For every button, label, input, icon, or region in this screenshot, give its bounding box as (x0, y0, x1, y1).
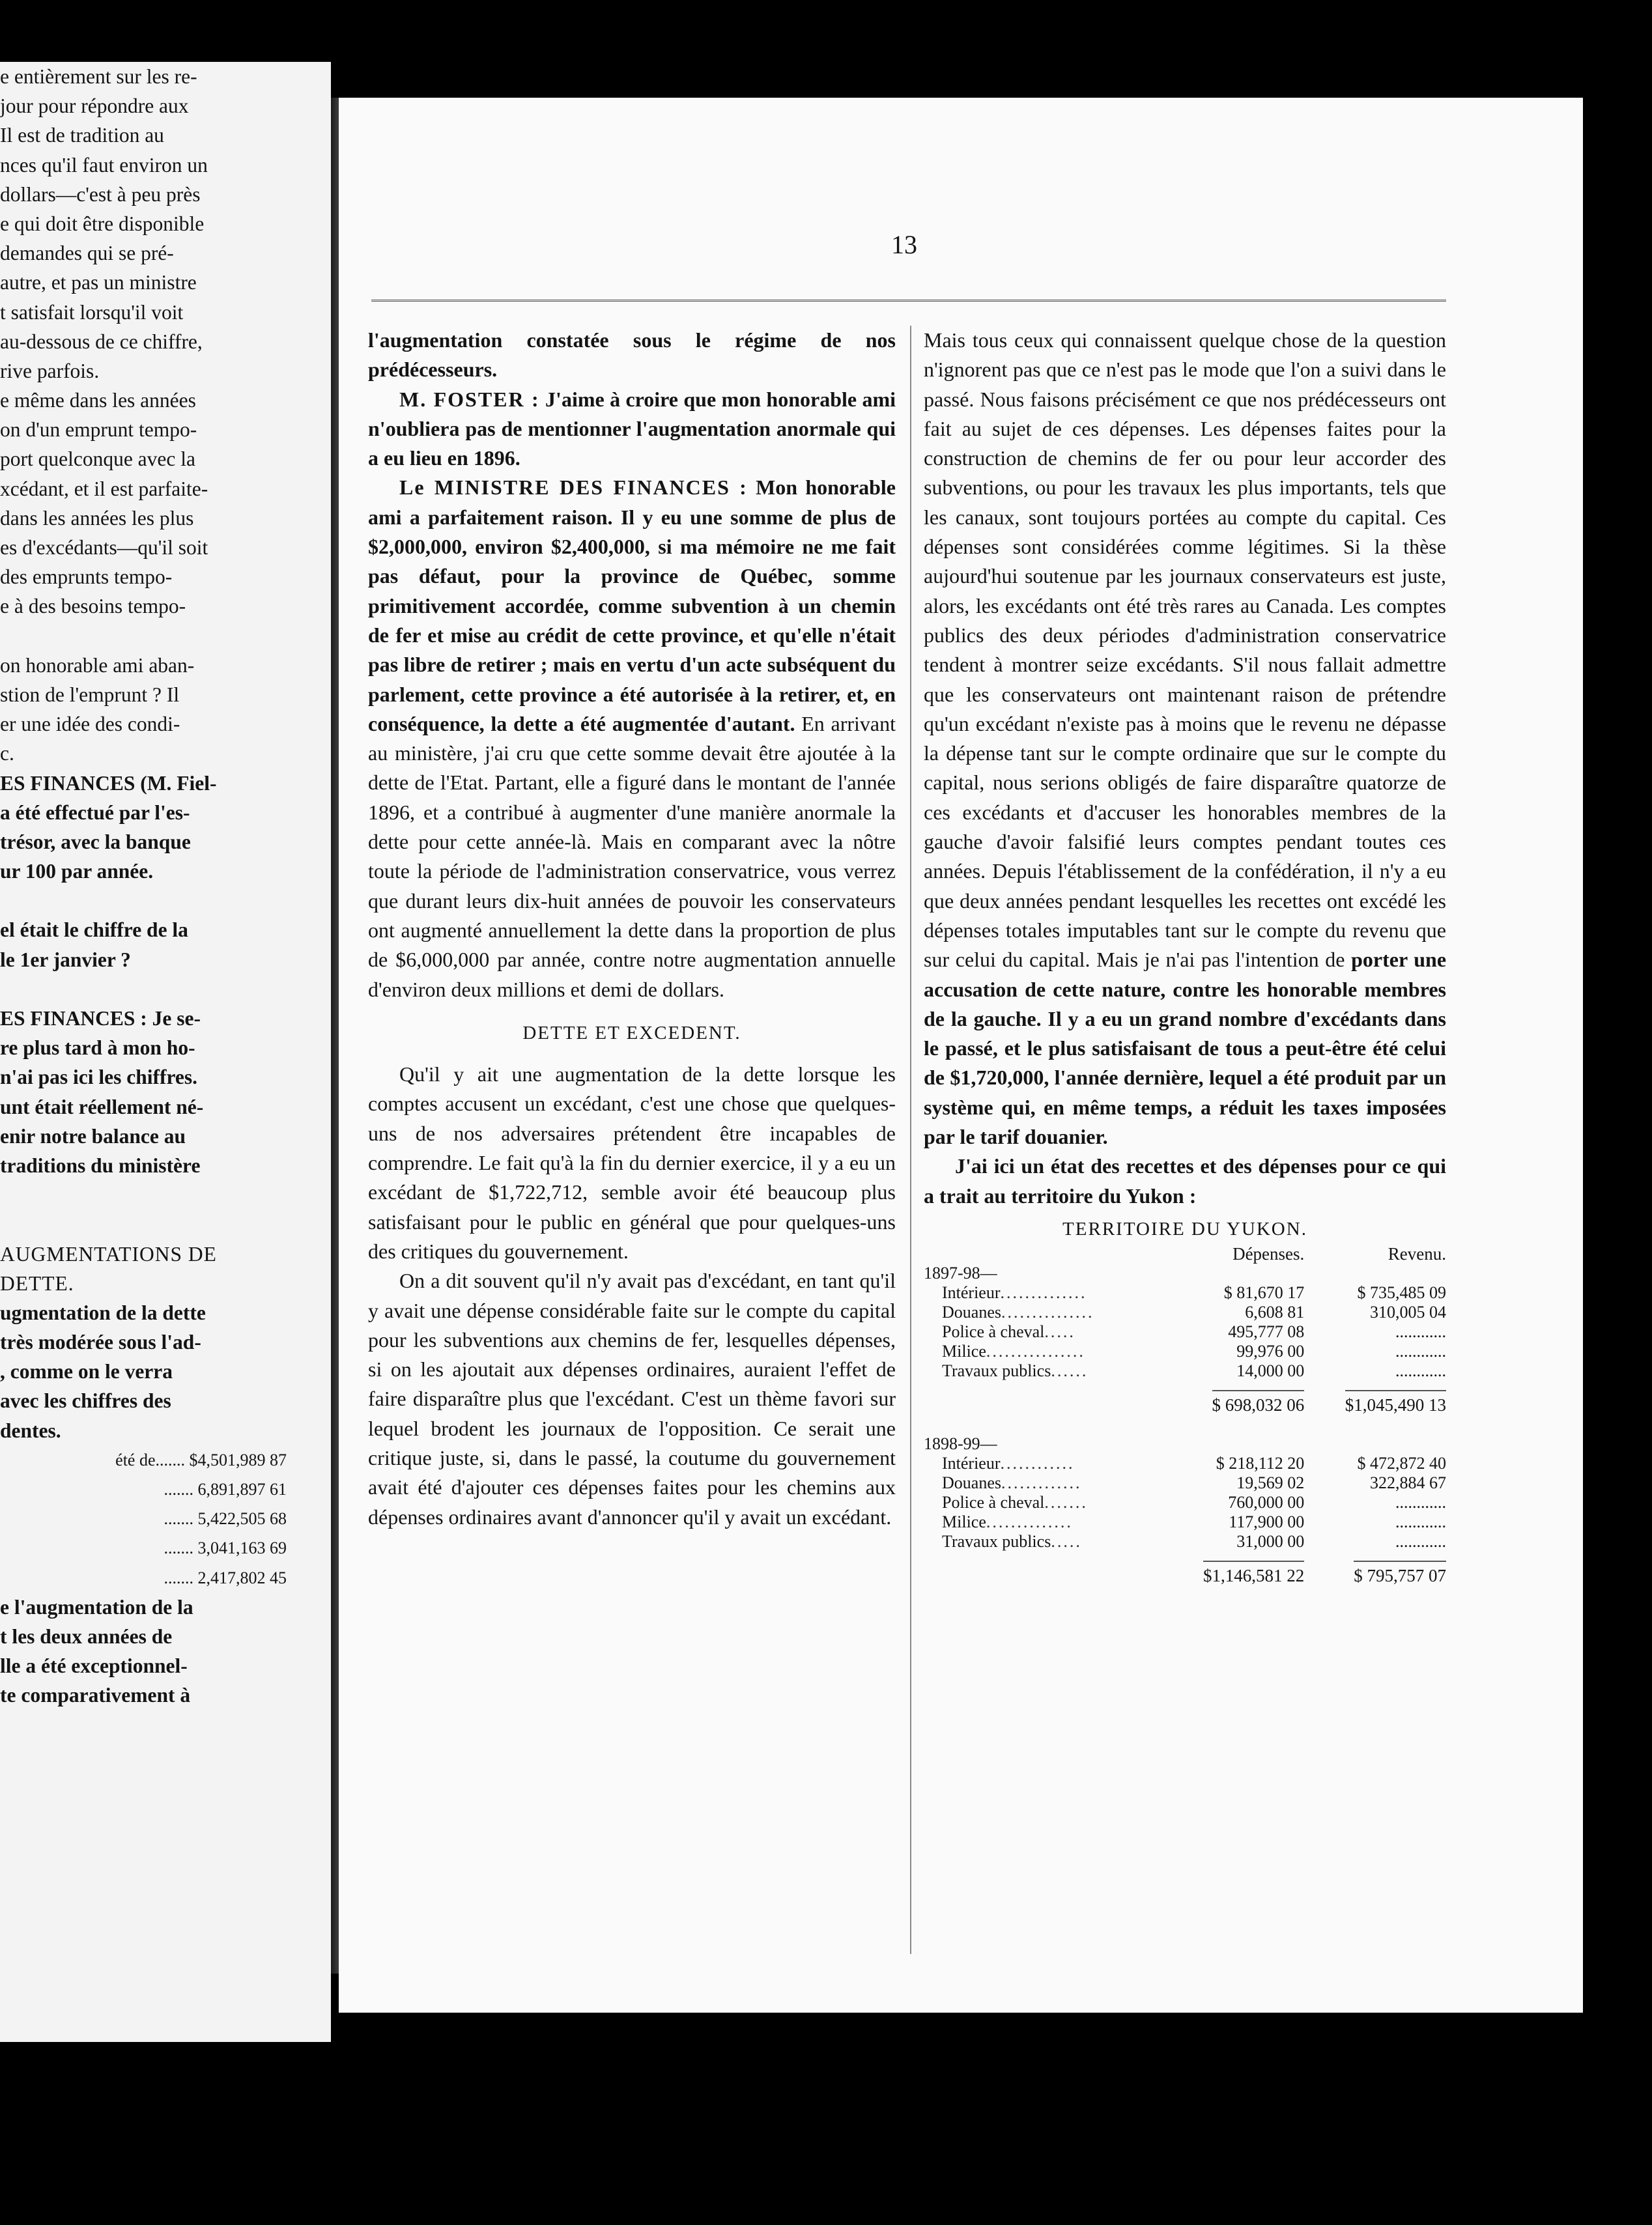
facing-page-line: ....... 2,417,802 45 (164, 1568, 287, 1587)
item-name: Douanes (942, 1473, 1001, 1493)
revenu-cell: ............ (1395, 1493, 1446, 1512)
facing-page-line: ur 100 par année. (0, 860, 154, 883)
facing-page-line: le 1er janvier ? (0, 948, 131, 971)
item-name: Intérieur (942, 1283, 1001, 1303)
total-row (924, 1552, 1446, 1585)
facing-page-line: c. (0, 742, 14, 765)
facing-page-line: au-dessous de ce chiffre, (0, 330, 203, 353)
paragraph: M. FOSTER : J'aime à croire que mon honorable ami n'oubliera pas de mentionner l'augmentation anormale qui a eu lieu en 1896. (368, 387, 896, 470)
leader-dots: ................ (986, 1342, 1085, 1361)
table-row (924, 1303, 1446, 1322)
facing-page-line (0, 621, 331, 651)
paragraph: On a dit souvent qu'il n'y avait pas d'excédant, en tant qu'il y avait une dépense considérable faite sur le compte du capital pour les subventions aux chemins de fer, lesquelles dépenses, si on les ajoutait aux dépenses ordinaires, auraient l'effet de faire disparaître plus que l'excédant. C'est un thème favori sur lequel brodent les journaux de l'opposition. Ce serait une critique juste, si, dans le passé, la coutume du gouvernement avait été d'ajouter ces dépenses faites pour les chemins aux dépenses ordinaires avant d'annoncer qu'il y avait un excédant. (368, 1269, 896, 1529)
row-label (924, 1473, 1163, 1493)
total-depenses: $1,146,581 22 (1203, 1561, 1304, 1585)
leader-dots: .............. (986, 1512, 1073, 1532)
facing-page-line: avec les chiffres des (0, 1389, 171, 1413)
facing-page-line: stion de l'emprunt ? Il (0, 683, 180, 706)
revenu-cell: ............ (1395, 1342, 1446, 1361)
speaker-name: M. FOSTER : (399, 387, 540, 411)
facing-page-line: DETTE. (0, 1271, 74, 1295)
row-label (924, 1454, 1163, 1473)
item-name: Milice (942, 1342, 986, 1361)
facing-page-line: trésor, avec la banque (0, 830, 191, 853)
facing-page-line: ES FINANCES : Je se- (0, 1007, 201, 1030)
facing-page-line: très modérée sous l'ad- (0, 1331, 201, 1354)
facing-page-line: el était le chiffre de la (0, 918, 188, 942)
facing-page-line (0, 886, 331, 915)
facing-page-line: des emprunts tempo- (0, 565, 173, 589)
facing-page-line: ugmentation de la dette (0, 1301, 206, 1324)
facing-page-line: re plus tard à mon ho- (0, 1036, 195, 1060)
facing-page-line: AUGMENTATIONS DE (0, 1242, 217, 1266)
table-spacer (924, 1415, 1446, 1434)
facing-page-line: a été effectué par l'es- (0, 801, 190, 824)
table-row (924, 1322, 1446, 1342)
facing-page-line: unt était réellement né- (0, 1095, 204, 1118)
facing-page-text (0, 62, 331, 1710)
leader-dots: ..... (1044, 1322, 1075, 1342)
leader-dots: ............. (1001, 1473, 1082, 1493)
facing-page-line: dollars—c'est à peu près (0, 182, 201, 206)
row-label (924, 1512, 1163, 1532)
total-row (924, 1381, 1446, 1415)
revenu-cell: $ 472,872 40 (1357, 1454, 1446, 1473)
depenses-cell: 31,000 00 (1236, 1532, 1305, 1552)
facing-page-line: dans les années les plus (0, 506, 194, 530)
row-label (924, 1342, 1163, 1361)
table-row (924, 1512, 1446, 1532)
facing-page-line: t les deux années de (0, 1624, 173, 1648)
facing-page-line: ....... 3,041,163 69 (164, 1538, 287, 1558)
leader-dots: ....... (1044, 1493, 1088, 1512)
facing-page-line: er une idée des condi- (0, 713, 180, 736)
facing-page-line: demandes qui se pré- (0, 242, 174, 265)
depenses-cell: 14,000 00 (1236, 1361, 1305, 1381)
table-row (924, 1342, 1446, 1361)
revenu-cell: ............ (1395, 1361, 1446, 1381)
paragraph: J'ai ici un état des recettes et des dépenses pour ce qui a trait au territoire du Yukon : (924, 1154, 1446, 1208)
leader-dots: ..... (1051, 1532, 1082, 1552)
facing-page-line: es d'excédants—qu'il soit (0, 536, 208, 559)
table-row (924, 1283, 1446, 1303)
item-name: Travaux publics (942, 1532, 1051, 1552)
column-header: Revenu. (1388, 1244, 1446, 1264)
facing-page-line: jour pour répondre aux (0, 94, 189, 118)
table-row (924, 1493, 1446, 1512)
depenses-cell: 117,900 00 (1229, 1512, 1305, 1532)
depenses-cell: 6,608 81 (1245, 1303, 1305, 1322)
column-divider (910, 326, 911, 1954)
page-number: 13 (891, 230, 917, 259)
speaker-name: Le MINISTRE DES FINANCES : (399, 475, 748, 500)
facing-page-line: dentes. (0, 1419, 61, 1442)
facing-page-line (0, 1210, 331, 1239)
row-label (924, 1283, 1163, 1303)
facing-page-line: lle a été exceptionnel- (0, 1654, 188, 1678)
facing-page-line: xcédant, et il est parfaite- (0, 477, 208, 500)
table-row (924, 1473, 1446, 1493)
facing-page-line: te comparativement à (0, 1684, 191, 1707)
period-label: 1897-98— (924, 1264, 997, 1283)
item-name: Travaux publics (942, 1361, 1051, 1381)
period-row (924, 1264, 1446, 1283)
table-row (924, 1454, 1446, 1473)
depenses-cell: 495,777 08 (1228, 1322, 1305, 1342)
revenu-cell: 322,884 67 (1370, 1473, 1446, 1493)
revenu-cell: 310,005 04 (1370, 1303, 1446, 1322)
yukon-table (924, 1244, 1446, 1585)
facing-page-line: n'ai pas ici les chiffres. (0, 1066, 198, 1089)
facing-page-line: nces qu'il faut environ un (0, 153, 208, 177)
facing-page-line (0, 974, 331, 1004)
facing-page-line: e l'augmentation de la (0, 1595, 193, 1619)
paragraph: Qu'il y ait une augmentation de la dette lorsque les comptes accusent un excédant, c'est une chose que quelques-uns de nos adversaires prétendent être incapables de comprendre. Le fait qu'à la fin du dernier exercice, il y a eu un excédant de $1,722,712, semble avoir été beaucoup plus satisfaisant pour le public en général que pour quelques-uns des critiques du gouvernement. (368, 1062, 896, 1263)
column-header: Dépenses. (1232, 1244, 1305, 1264)
depenses-cell: 19,569 02 (1236, 1473, 1305, 1493)
facing-page-line: e à des besoins tempo- (0, 595, 186, 618)
row-label (924, 1493, 1163, 1512)
depenses-cell: 99,976 00 (1236, 1342, 1305, 1361)
facing-page-line: e même dans les années (0, 389, 196, 412)
table-header-row (924, 1244, 1446, 1264)
period-row (924, 1434, 1446, 1454)
item-name: Police à cheval (942, 1322, 1045, 1342)
row-label (924, 1322, 1163, 1342)
item-name: Milice (942, 1512, 986, 1532)
revenu-cell: $ 735,485 09 (1357, 1283, 1446, 1303)
facing-page-line: t satisfait lorsqu'il voit (0, 300, 184, 324)
facing-page-line: port quelconque avec la (0, 447, 195, 471)
period-label: 1898-99— (924, 1434, 997, 1454)
facing-page-fragment (0, 62, 331, 2042)
facing-page-line: été de....... $4,501,989 87 (115, 1450, 287, 1469)
row-label (924, 1361, 1163, 1381)
facing-page-line: traditions du ministère (0, 1154, 201, 1177)
depenses-cell: $ 218,112 20 (1216, 1454, 1305, 1473)
section-heading: DETTE ET EXCEDENT. (522, 1022, 741, 1043)
facing-page-line: ....... 6,891,897 61 (164, 1480, 287, 1499)
center-column (368, 326, 896, 1532)
facing-page-line: enir notre balance au (0, 1124, 186, 1148)
leader-dots: .............. (1000, 1283, 1087, 1303)
total-revenu: $1,045,490 13 (1345, 1390, 1446, 1415)
header-rule (371, 300, 1446, 302)
revenu-cell: ............ (1395, 1532, 1446, 1552)
leader-dots: ............... (1001, 1303, 1094, 1322)
paragraph: Mais tous ceux qui connaissent quelque chose de la question n'ignorent pas que ce n'est pas le mode que l'on a suivi dans le passé. Nous faisons précisément ce que nos prédécesseurs ont fait au sujet de ces dépenses. Les dépenses faites pour la construction de chemins de fer ou pour leur accorder des subventions, ou pour les travaux les plus importants, tels que les canaux, sont toujours portées au compte du capital. Ces dépenses sont considérées comme légitimes. Si la thèse aujourd'hui soutenue par les journaux conservateurs est juste, alors, les excédants ont été très rares au Canada. Les comptes publics des deux périodes d'administration conservatrice tendent à montrer seize excédants. S'il nous fallait admettre que les conservateurs ont maintenant raison de prétendre qu'un excédant n'existe pas à moins que le revenu ne dépasse la dépense tant sur le compte ordinaire que sur le compte du capital, nous serions obligés de faire disparaître quatorze de ces excédants et d'accuser les honorables membres de la gauche d'avoir falsifié leurs comptes pendant toutes ces années. Depuis l'établissement de la confédération, il n'y a eu que deux années pendant lesquelles les recettes ont excédé les dépenses totales imputables tant sur le compte du revenu que sur celui du capital. Mais je n'ai pas l'intention de porter une accusation de cette nature, contre les honorable membres de la gauche. Il y a eu un grand nombre d'excédants dans le passé, et le plus satisfaisant de tous a peut-être été celui de $1,720,000, l'année dernière, lequel a été produit par un système qui, en même temps, a réduit les taxes imposées par le tarif douanier. (924, 328, 1447, 1149)
row-label (924, 1303, 1163, 1322)
paragraph: Le MINISTRE DES FINANCES : Mon honorable ami a parfaitement raison. Il y eu une somme de plus de $2,000,000, environ $2,400,000, si ma mémoire ne me fait pas défaut, pour la province de Québec, somme primitivement accordée, comme subvention à un chemin de fer et mise au crédit de cette province, et qu'elle n'était pas libre de retirer ; mais en vertu d'un acte subséquent du parlement, cette province a été autorisée à la retirer, et, en conséquence, la dette a été augmentée d'autant. En arrivant au ministère, j'ai cru que cette somme devait être ajoutée à la dette de l'Etat. Partant, elle a figuré dans le montant de l'année 1896, et a contribué à augmenter d'une manière anormale la dette pour cette année-là. Mais en comparant avec la nôtre toute la période de l'administration conservatrice, vous verrez que durant leurs dix-huit années de pouvoir les conservateurs ont augmenté annuellement la dette dans la proportion de plus de $6,000,000 par année, contre notre augmentation annuelle d'environ deux millions et demi de dollars. (368, 475, 896, 1001)
facing-page-line: on d'un emprunt tempo- (0, 418, 197, 442)
facing-page-line: ES FINANCES (M. Fiel- (0, 771, 217, 795)
paragraph: l'augmentation constatée sous le régime de nos prédécesseurs. (368, 328, 896, 382)
item-name: Police à cheval (942, 1493, 1045, 1512)
facing-page-line: rive parfois. (0, 359, 100, 382)
item-name: Intérieur (942, 1454, 1001, 1473)
total-depenses: $ 698,032 06 (1212, 1390, 1305, 1415)
item-name: Douanes (942, 1303, 1001, 1322)
table-title: TERRITOIRE DU YUKON. (1062, 1218, 1307, 1240)
right-column (924, 326, 1446, 1585)
leader-dots: ............ (1000, 1454, 1075, 1473)
facing-page-line: , comme on le verra (0, 1360, 173, 1383)
facing-page-line: e qui doit être disponible (0, 212, 205, 235)
facing-page-line: on honorable ami aban- (0, 653, 195, 677)
table-row (924, 1361, 1446, 1381)
revenu-cell: ............ (1395, 1322, 1446, 1342)
total-revenu: $ 795,757 07 (1354, 1561, 1446, 1585)
facing-page-line (0, 1180, 331, 1210)
row-label (924, 1532, 1163, 1552)
depenses-cell: 760,000 00 (1228, 1493, 1305, 1512)
leader-dots: ...... (1051, 1361, 1089, 1381)
revenu-cell: ............ (1395, 1512, 1446, 1532)
facing-page-line: e entièrement sur les re- (0, 65, 197, 88)
depenses-cell: $ 81,670 17 (1223, 1283, 1305, 1303)
facing-page-line: autre, et pas un ministre (0, 271, 197, 294)
facing-page-line: Il est de tradition au (0, 124, 164, 147)
facing-page-line: ....... 5,422,505 68 (164, 1509, 287, 1529)
table-row (924, 1532, 1446, 1552)
